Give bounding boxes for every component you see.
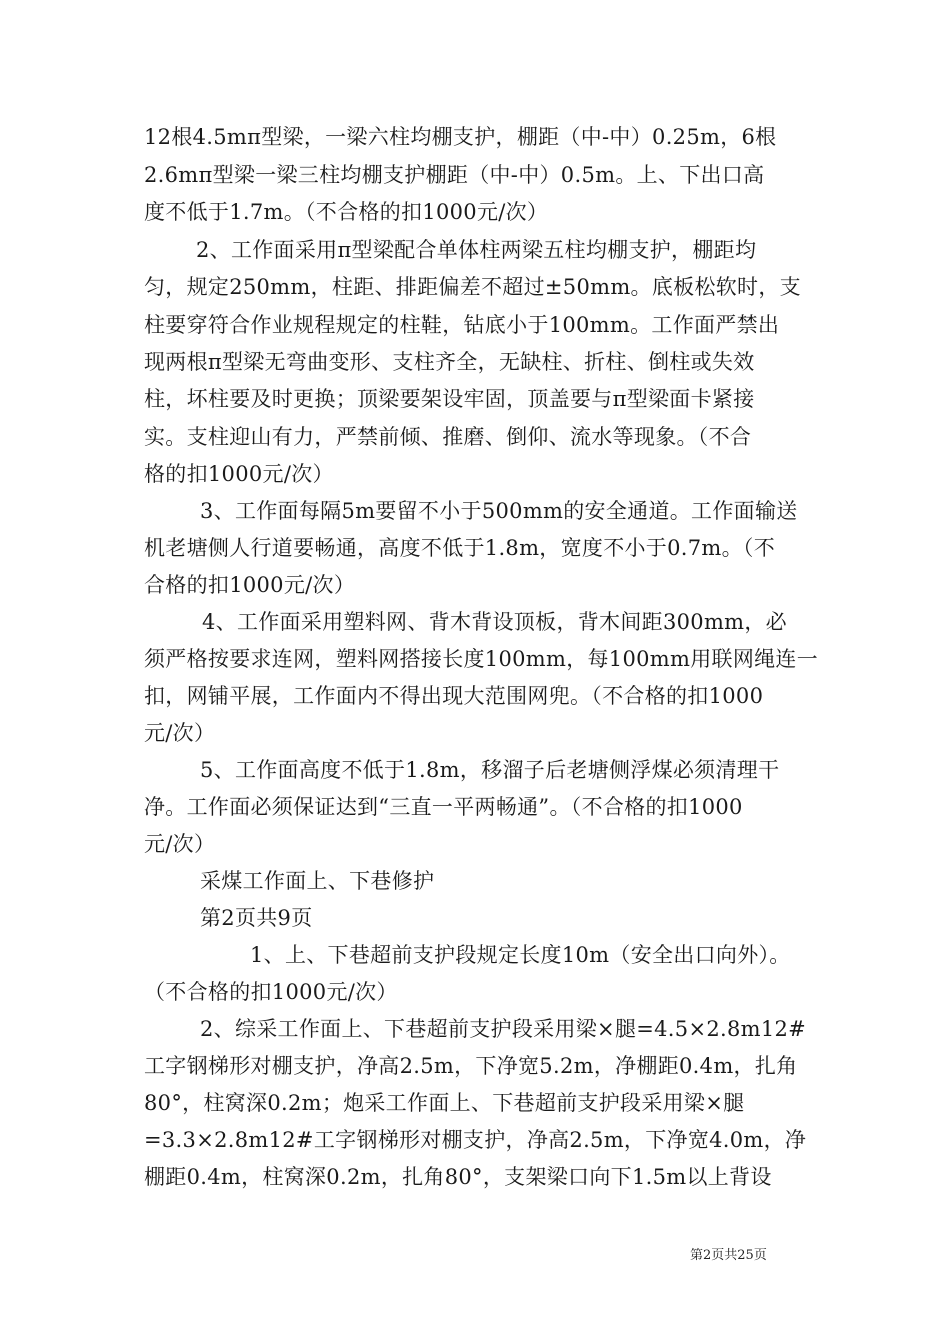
text-line: 匀，规定250mm，柱距、排距偏差不超过±50mm。底板松软时，支 <box>144 275 801 299</box>
text-line: 元/次） <box>144 721 216 745</box>
text-line: 度不低于1.7m。（不合格的扣1000元/次） <box>144 200 549 224</box>
text-line: 扣，网铺平展，工作面内不得出现大范围网兜。（不合格的扣1000 <box>144 684 764 708</box>
text-line: 3、工作面每隔5m要留不小于500mm的安全通道。工作面输送 <box>200 499 798 523</box>
text-line: 1、上、下巷超前支护段规定长度10m（安全出口向外）。 <box>250 943 791 967</box>
text-line: （不合格的扣1000元/次） <box>144 980 398 1004</box>
text-line: 2、工作面采用π型梁配合单体柱两梁五柱均棚支护，棚距均 <box>196 238 757 262</box>
text-line: =3.3×2.8m12#工字钢梯形对棚支护，净高2.5m，下净宽4.0m，净 <box>144 1128 807 1152</box>
text-line: 合格的扣1000元/次） <box>144 573 356 597</box>
text-line: 工字钢梯形对棚支护，净高2.5m，下净宽5.2m，净棚距0.4m，扎角 <box>144 1054 798 1078</box>
text-line: 2.6mπ型梁一梁三柱均棚支护棚距（中-中）0.5m。上、下出口高 <box>144 163 765 187</box>
text-line: 5、工作面高度不低于1.8m，移溜子后老塘侧浮煤必须清理干 <box>200 758 780 782</box>
text-line: 元/次） <box>144 832 216 856</box>
text-line: 实。支柱迎山有力，严禁前倾、推磨、倒仰、流水等现象。（不合 <box>144 425 752 449</box>
text-line: 2、综采工作面上、下巷超前支护段采用梁×腿=4.5×2.8m12# <box>200 1017 807 1041</box>
text-line: 80°，柱窝深0.2m；炮采工作面上、下巷超前支护段采用梁×腿 <box>144 1091 745 1115</box>
section-heading: 采煤工作面上、下巷修护 <box>200 869 435 893</box>
text-line: 机老塘侧人行道要畅通，高度不低于1.8m，宽度不小于0.7m。（不 <box>144 536 776 560</box>
text-line: 棚距0.4m，柱窝深0.2m，扎角80°，支架梁口向下1.5m以上背设 <box>144 1165 772 1189</box>
text-line: 现两根π型梁无弯曲变形、支柱齐全，无缺柱、折柱、倒柱或失效 <box>144 350 755 374</box>
text-line: 净。工作面必须保证达到“三直一平两畅通”。（不合格的扣1000 <box>144 795 743 819</box>
page-footer: 第2页共25页 <box>690 1248 767 1263</box>
text-line: 须严格按要求连网，塑料网搭接长度100mm，每100mm用联网绳连一 <box>144 647 819 671</box>
text-line: 柱要穿符合作业规程规定的柱鞋，钻底小于100mm。工作面严禁出 <box>144 313 780 337</box>
inline-page-number: 第2页共9页 <box>200 906 313 930</box>
text-line: 4、工作面采用塑料网、背木背设顶板，背木间距300mm，必 <box>202 610 787 634</box>
text-line: 柱，坏柱要及时更换；顶梁要架设牢固，顶盖要与π型梁面卡紧接 <box>144 387 755 411</box>
text-line: 12根4.5mπ型梁，一梁六柱均棚支护，棚距（中-中）0.25m，6根 <box>144 125 777 149</box>
text-line: 格的扣1000元/次） <box>144 462 334 486</box>
